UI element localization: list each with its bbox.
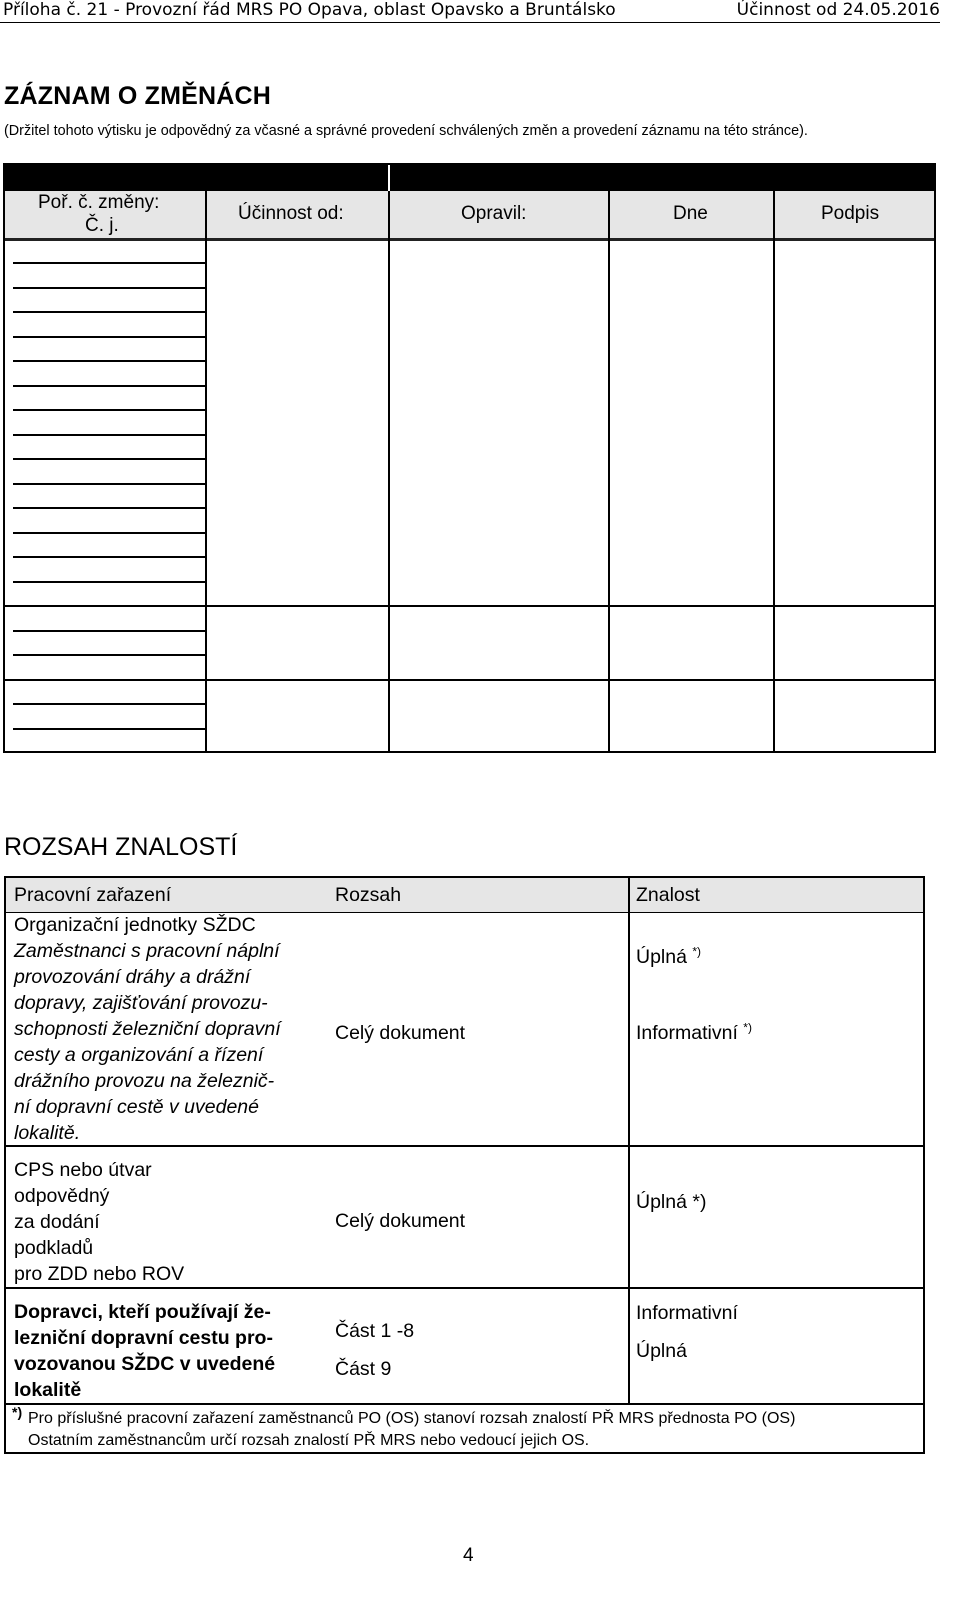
- footnote-mark: *): [12, 1404, 23, 1420]
- change-record-header: [5, 191, 934, 241]
- row1-position-line: cesty a organizování a řízení: [14, 1044, 264, 1066]
- row3-position-line: Dopravci, kteří používají že-: [14, 1301, 271, 1323]
- table-row: [14, 1157, 184, 1287]
- table-row: [14, 912, 281, 1146]
- changes-title: ZÁZNAM O ZMĚNÁCH: [4, 82, 272, 110]
- row1-position-line: provozování dráhy a drážní: [14, 966, 251, 988]
- footnote-line-2: Ostatním zaměstnancům určí rozsah znalostí PŘ MRS nebo vedoucí jejich OS.: [28, 1432, 590, 1449]
- row1-position-line: dopravy, zajišťování provozu-: [14, 992, 268, 1014]
- row2-position-line: podkladů: [14, 1237, 94, 1259]
- row2-position-line: pro ZDD nebo ROV: [14, 1263, 185, 1285]
- col-corrected-by: Opravil:: [461, 203, 527, 224]
- col-date: Dne: [673, 203, 708, 224]
- knowledge-table: [4, 876, 925, 1454]
- header-effective-date: Účinnost od 24.05.2016: [736, 0, 940, 20]
- col-scope: Rozsah: [335, 884, 402, 906]
- row1-position-line: ní dopravní cestě v uvedené: [14, 1096, 259, 1118]
- row1-knowledge-info-text: Informativní: [636, 1022, 738, 1044]
- row2-scope: Celý dokument: [335, 1210, 466, 1232]
- changes-note: (Držitel tohoto výtisku je odpovědný za včasné a správné provedení schválených změn a provedení záznamu na této stránce).: [4, 123, 808, 139]
- row1-knowledge-full: [636, 944, 701, 970]
- row1-knowledge-info: [636, 1020, 752, 1046]
- row2-position-line: CPS nebo útvar: [14, 1159, 152, 1181]
- row3-position-line: vozovanou SŽDC v uvedené: [14, 1353, 276, 1375]
- row1-position-line: drážního provozu na železnič-: [14, 1070, 275, 1092]
- footnote-line-1: Pro příslušné pracovní zařazení zaměstnanců PO (OS) stanoví rozsah znalostí PŘ MRS přednosta PO (OS): [28, 1410, 796, 1427]
- change-record-table: [3, 163, 936, 753]
- row1-knowledge-info-mark: *): [743, 1020, 752, 1035]
- col-knowledge: Znalost: [636, 884, 700, 906]
- row2-position-line: odpovědný: [14, 1185, 110, 1207]
- col-reference-number: Č. j.: [85, 215, 119, 236]
- col-signature: Podpis: [821, 203, 880, 224]
- col-change-number: Poř. č. změny:: [38, 192, 160, 213]
- col-effective-from: Účinnost od:: [238, 203, 344, 224]
- header-document-title: Příloha č. 21 - Provozní řád MRS PO Opava, oblast Opavsko a Bruntálsko: [3, 0, 616, 20]
- row2-knowledge: Úplná *): [636, 1191, 707, 1213]
- row1-position-line: lokalitě.: [14, 1122, 81, 1144]
- table-top-bar: [5, 165, 934, 191]
- table-row: [14, 1299, 275, 1403]
- page-number: 4: [463, 1545, 474, 1566]
- row1-knowledge-full-text: Úplná: [636, 946, 687, 968]
- page-header: [0, 0, 940, 23]
- row3-knowledge-full: Úplná: [636, 1340, 687, 1362]
- footnote: [12, 1404, 796, 1452]
- knowledge-table-header: [6, 878, 923, 913]
- row3-knowledge-info: Informativní: [636, 1302, 738, 1324]
- row3-position-line: lezniční dopravní cestu pro-: [14, 1327, 273, 1349]
- row3-scope-part1: Část 1 -8: [335, 1320, 415, 1342]
- row3-scope-part2: Část 9: [335, 1358, 392, 1380]
- row3-position-line: lokalitě: [14, 1379, 82, 1401]
- row1-position-title: Organizační jednotky SŽDC: [14, 914, 256, 936]
- knowledge-title: ROZSAH ZNALOSTÍ: [4, 833, 238, 861]
- row1-position-line: schopnosti železniční dopravní: [14, 1018, 281, 1040]
- row1-scope: Celý dokument: [335, 1022, 466, 1044]
- row1-knowledge-full-mark: *): [692, 944, 702, 959]
- row1-position-line: Zaměstnanci s pracovní náplní: [14, 940, 280, 962]
- row2-position-line: za dodání: [14, 1211, 100, 1233]
- col-position: Pracovní zařazení: [14, 884, 172, 906]
